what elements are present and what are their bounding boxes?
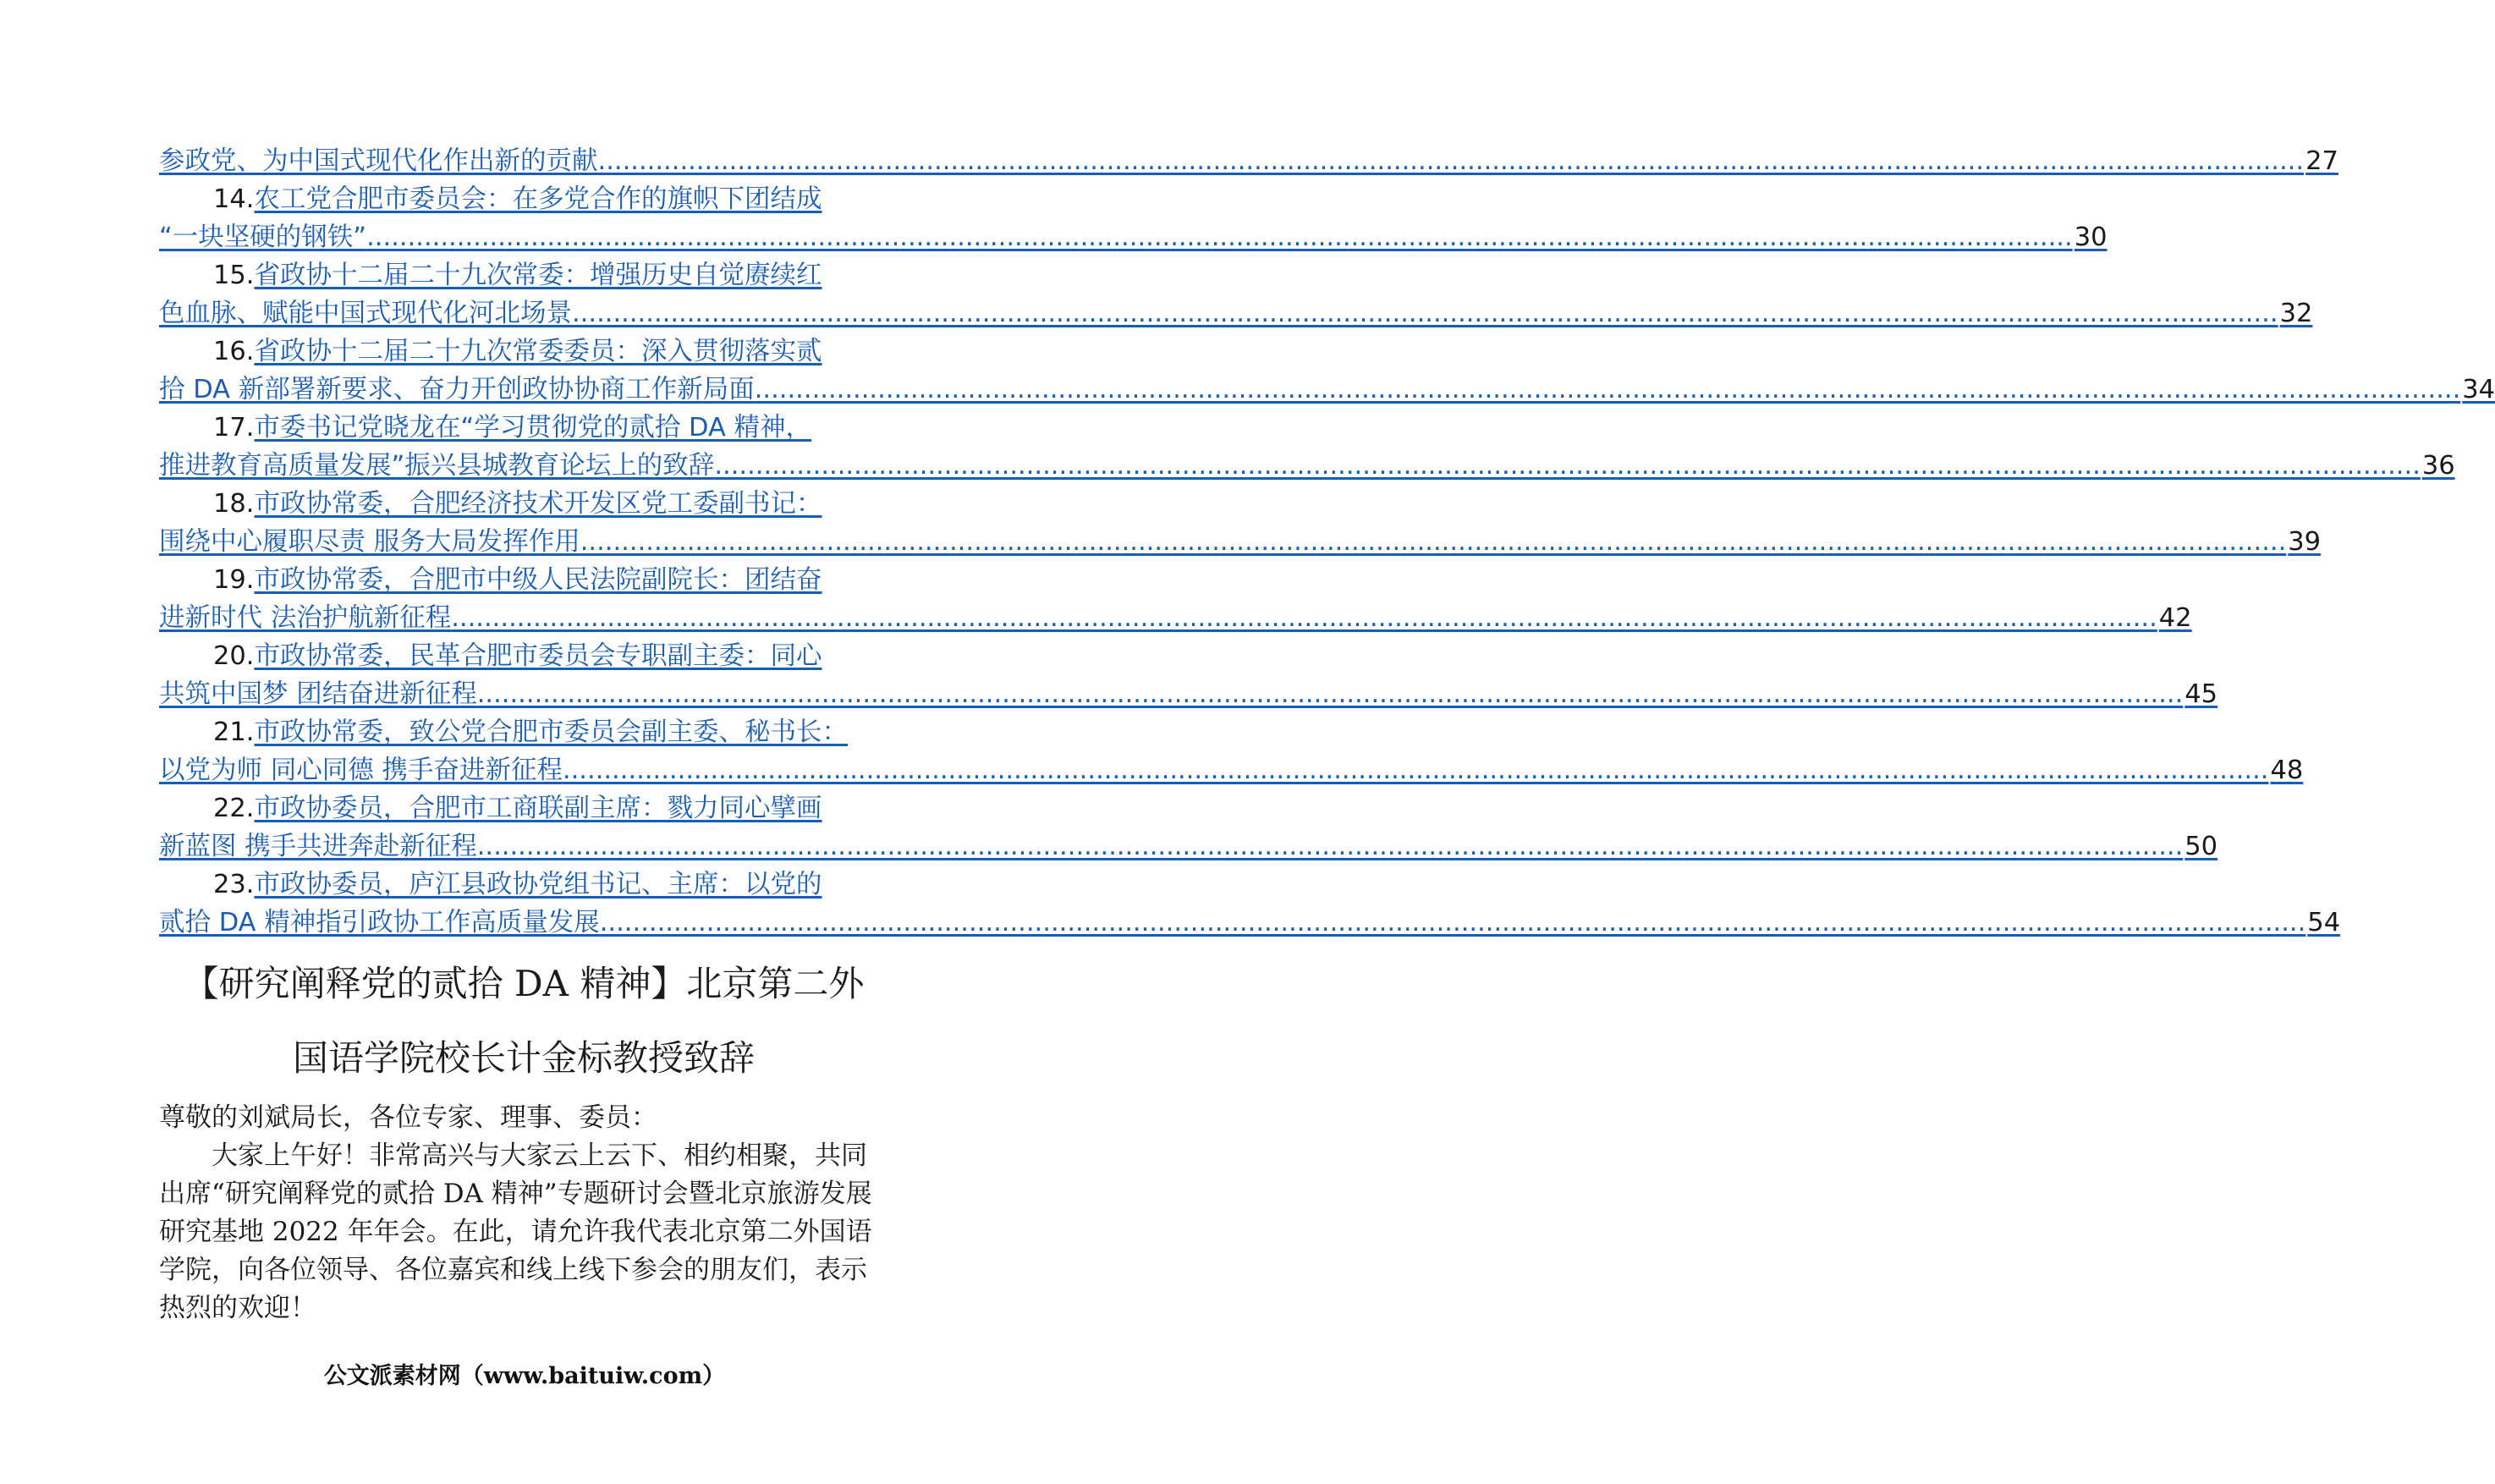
toc-entry-number: 21.: [213, 717, 255, 747]
toc-entry[interactable]: [159, 409, 2455, 485]
toc-page-number: 36: [2421, 451, 2455, 481]
toc-entry-link[interactable]: 贰拾 DA 精神指引政协工作高质量发展: [159, 908, 600, 937]
toc-entry-link[interactable]: 市政协常委，致公党合肥市委员会副主委、秘书长：: [254, 717, 849, 747]
toc-entry-second-line: [159, 827, 2218, 866]
toc-page-number: 42: [2158, 603, 2192, 633]
toc-page-number: 30: [2074, 223, 2108, 252]
toc-entry-link[interactable]: 进新时代 法治护航新征程: [159, 603, 452, 633]
toc-dot-leader: [600, 904, 2306, 942]
toc-entry-second-line: [159, 751, 2304, 789]
toc-entry-link[interactable]: 市政协委员，庐江县政协党组书记、主席：以党的: [254, 870, 822, 899]
toc-page-number: 45: [2184, 679, 2218, 709]
toc-entry[interactable]: [159, 637, 2218, 713]
toc-entry-link[interactable]: 围绕中心履职尽责 服务大局发挥作用: [159, 527, 580, 557]
toc-entry[interactable]: [159, 713, 2304, 789]
title-line-1: 【研究阐释党的贰拾 DA 精神】北京第二外: [183, 963, 865, 1004]
toc-entry[interactable]: [159, 866, 2341, 942]
toc-entry[interactable]: [159, 180, 2108, 256]
toc-entry-number: 23.: [213, 870, 255, 899]
toc-entry-link[interactable]: 市政协常委，合肥经济技术开发区党工委副书记：: [254, 489, 822, 519]
toc-entry-first-line: [159, 485, 888, 523]
toc-entry-first-line: [159, 637, 888, 675]
toc-entry[interactable]: [159, 256, 2313, 333]
toc-entry-number: 20.: [213, 641, 255, 671]
toc-entry-link[interactable]: 市政协常委，合肥市中级人民法院副院长：团结奋: [254, 565, 822, 595]
toc-entry[interactable]: [159, 485, 2322, 561]
toc-page-number: 27: [2305, 146, 2338, 176]
toc-entry-number: 14.: [213, 184, 255, 214]
toc-entry-first-line: [159, 333, 888, 371]
toc-entry-second-line: [159, 218, 2108, 256]
toc-page-number: 48: [2270, 756, 2304, 785]
toc-entry-link[interactable]: 市政协常委，民革合肥市委员会专职副主委：同心: [254, 641, 822, 671]
toc-entry-link[interactable]: 拾 DA 新部署新要求、奋力开创政协协商工作新局面: [159, 375, 755, 404]
toc-entry-first-line: [159, 561, 888, 599]
toc-entry-number: 18.: [213, 489, 255, 519]
toc-page-number: 54: [2307, 908, 2341, 937]
toc-entry-number: 15.: [213, 261, 255, 290]
toc-entry-second-line: [159, 599, 2192, 637]
toc-entry-link[interactable]: 推进教育高质量发展”振兴县城教育论坛上的致辞: [159, 451, 715, 481]
document-title: [159, 947, 888, 1096]
toc-entry-number: 22.: [213, 794, 255, 823]
toc-dot-leader: [366, 218, 2073, 256]
toc-entry-link[interactable]: 省政协十二届二十九次常委委员：深入贯彻落实贰: [254, 337, 822, 366]
toc-dot-leader: [477, 675, 2184, 713]
toc-entry-link[interactable]: 农工党合肥市委员会：在多党合作的旗帜下团结成: [254, 184, 822, 214]
toc-entry-first-line: [159, 866, 888, 904]
toc-entry-first-line: [159, 409, 888, 447]
toc-entry-first-line: [159, 713, 975, 751]
toc-entry[interactable]: [159, 333, 2495, 409]
toc-entry-second-line: [159, 447, 2455, 485]
toc-entry[interactable]: [159, 561, 2192, 637]
toc-entry-number: 19.: [213, 565, 255, 595]
toc-entry-second-line: [159, 523, 2322, 561]
toc-entry-link[interactable]: 新蓝图 携手共进奔赴新征程: [159, 832, 477, 861]
toc-entry-first-line: [159, 789, 888, 827]
body-paragraph: 大家上午好！非常高兴与大家云上云下、相约相聚，共同出席“研究阐释党的贰拾 DA 精神”专题研讨会暨北京旅游发展研究基地 2022 年年会。在此，请允许我代表北京第二外国语学院，向各位领导、各位嘉宾和线上线下参会的朋友们，表示热烈的欢迎！: [159, 1140, 872, 1323]
document-page: [159, 142, 2495, 1327]
page-footer: 公文派素材网（www.baituiw.com）: [323, 1363, 726, 1389]
toc-entry-second-line: [159, 294, 2313, 333]
table-of-contents: [159, 142, 2495, 942]
toc-page-number: 39: [2288, 527, 2322, 557]
toc-entry[interactable]: [159, 789, 2218, 866]
toc-entry-link[interactable]: 共筑中国梦 团结奋进新征程: [159, 679, 477, 709]
toc-entry-link[interactable]: 省政协十二届二十九次常委：增强历史自觉赓续红: [254, 261, 822, 290]
toc-dot-leader: [714, 447, 2421, 485]
toc-entry-link[interactable]: 参政党、为中国式现代化作出新的贡献: [159, 146, 598, 176]
toc-entry-second-line: [159, 371, 2495, 409]
toc-dot-leader: [477, 827, 2184, 866]
toc-dot-leader: [451, 599, 2157, 637]
toc-entry[interactable]: [159, 142, 2338, 180]
toc-entry-number: 17.: [213, 413, 255, 442]
toc-entry-link[interactable]: 市政协委员，合肥市工商联副主席：戮力同心擘画: [254, 794, 822, 823]
salutation: 尊敬的刘斌局长，各位专家、理事、委员：: [159, 1102, 657, 1133]
toc-dot-leader: [572, 294, 2278, 333]
toc-entry-second-line: [159, 904, 2341, 942]
toc-entry-first-line: [159, 256, 888, 294]
toc-dot-leader: [563, 751, 2269, 789]
toc-page-number: 34: [2462, 375, 2495, 404]
toc-entry-link[interactable]: 以党为师 同心同德 携手奋进新征程: [159, 756, 563, 785]
toc-entry-link[interactable]: 市委书记党晓龙在“学习贯彻党的贰拾 DA 精神，: [254, 413, 812, 442]
title-line-2: 国语学院校长计金标教授致辞: [292, 1037, 755, 1079]
toc-entry-number: 16.: [213, 337, 255, 366]
toc-dot-leader: [598, 142, 2305, 180]
toc-entry-first-line: [159, 180, 888, 218]
toc-page-number: 50: [2184, 832, 2218, 861]
toc-dot-leader: [580, 523, 2287, 561]
body-text: [159, 1099, 888, 1327]
toc-entry-second-line: [159, 675, 2218, 713]
toc-entry-second-line: [159, 142, 2338, 180]
toc-entry-link[interactable]: “一块坚硬的钢铁”: [159, 223, 367, 252]
toc-page-number: 32: [2279, 299, 2313, 328]
toc-dot-leader: [755, 371, 2461, 409]
toc-entry-link[interactable]: 色血脉、赋能中国式现代化河北场景: [159, 299, 572, 328]
